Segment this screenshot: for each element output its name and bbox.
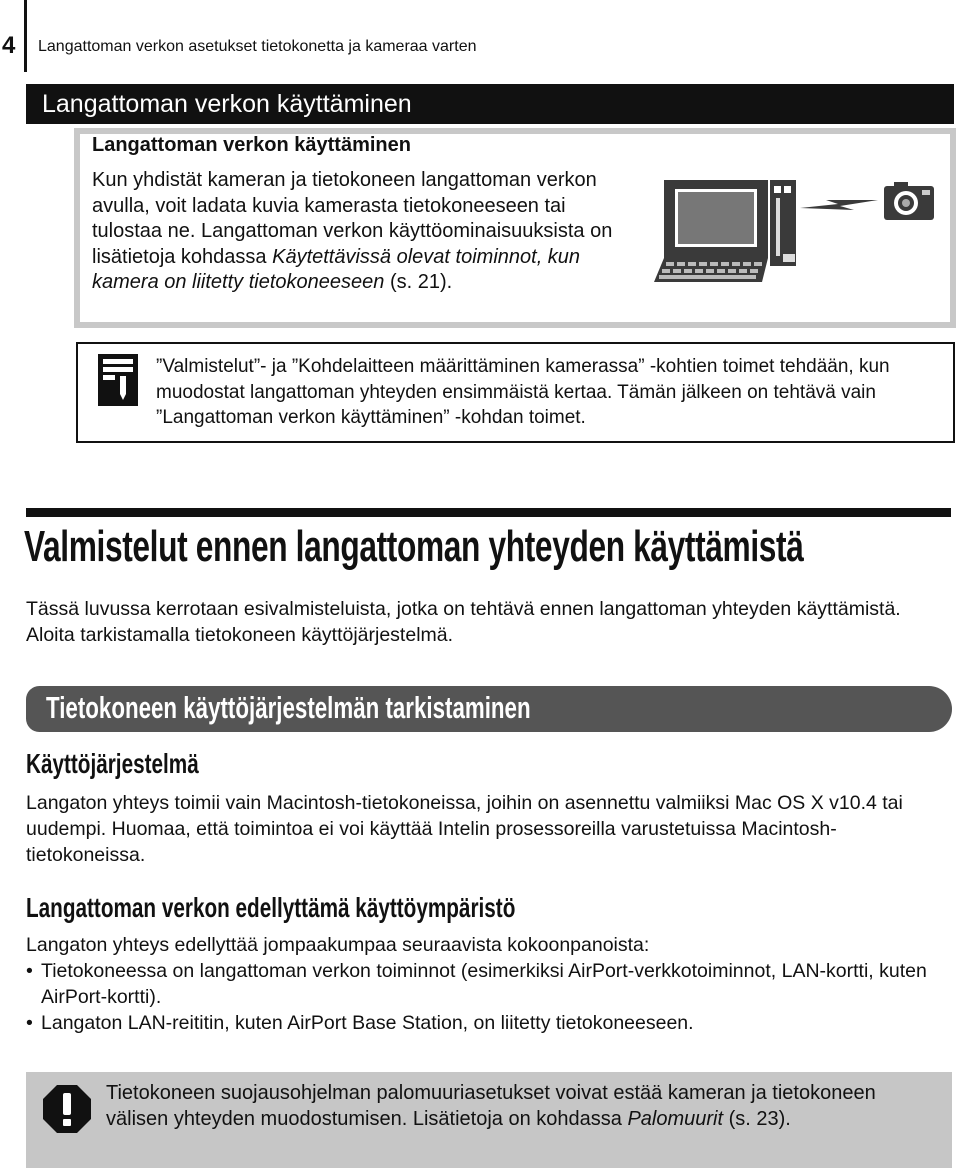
os-text: Langaton yhteys toimii vain Macintosh-tietokoneissa, joihin on asennettu valmiiksi Mac OS X v10.4 tai uudempi. Huomaa, että toimintoa ei voi käyttää Intelin prosessoreilla varustetuissa Macintosh-tietokoneissa. bbox=[26, 792, 903, 866]
laptop-icon bbox=[654, 180, 796, 282]
section-title-bar: Langattoman verkon käyttäminen bbox=[26, 84, 954, 124]
warning-text: Tietokoneen suojausohjelman palomuuriasetukset voivat estää kameran ja tietokoneen välisen yhteyden muodostumisen. Lisätietoja on kohdassa Palomuurit (s. 23). bbox=[106, 1082, 876, 1130]
wireless-signal-icon bbox=[800, 200, 878, 210]
main-heading: Valmistelut ennen langattoman yhteyden käyttämistä bbox=[24, 522, 804, 571]
running-head: Langattoman verkon asetukset tietokonetta ja kameraa varten bbox=[38, 38, 477, 55]
note-text: ”Valmistelut”- ja ”Kohdelaitteen määrittäminen kamerassa” -kohtien toimet tehdään, kun muodostat langattoman yhteyden ensimmäistä kertaa. Tämän jälkeen on tehtävä vain ”Langattoman verkon käyttäminen” -kohdan toimet. bbox=[156, 356, 890, 428]
memo-icon bbox=[96, 350, 140, 408]
intro-reference: Käytettävissä olevat toiminnot, kun kamera on liitetty tietokoneeseen bbox=[92, 245, 581, 293]
page-number: 4 bbox=[2, 32, 16, 59]
intro-text: Kun yhdistät kameran ja tietokoneen langattoman verkon avulla, voit ladata kuvia kamerasta tietokoneeseen tai tulostaa ne. Langattoman verkon käyttöominaisuuksista on lisätietoja kohdassa Käytettävissä olevat toiminnot, kun kamera on liitetty tietokoneeseen (s. 21). bbox=[92, 169, 613, 293]
requirements-list bbox=[26, 958, 942, 1036]
subsection-title: Tietokoneen käyttöjärjestelmän tarkistaminen bbox=[46, 690, 531, 725]
main-intro-text: Tässä luvussa kerrotaan esivalmisteluista, jotka on tehtävä ennen langattoman yhteyden käyttämistä. Aloita tarkistamalla tietokoneen käyttöjärjestelmä. bbox=[26, 598, 901, 646]
heading-rule bbox=[26, 508, 951, 517]
warning-reference: Palomuurit bbox=[627, 1108, 724, 1130]
list-item: • Tietokoneessa on langattoman verkon toiminnot (esimerkiksi AirPort-verkkotoiminnot, LAN-kortti, kuten AirPort-kortti). bbox=[26, 960, 927, 1008]
os-subheading: Käyttöjärjestelmä bbox=[26, 748, 199, 779]
list-item: • Langaton LAN-reititin, kuten AirPort Base Station, on liitetty tietokoneeseen. bbox=[26, 1012, 694, 1034]
env-intro-text: Langaton yhteys edellyttää jompaakumpaa seuraavista kokoonpanoista: bbox=[26, 934, 650, 956]
header-rule bbox=[24, 0, 27, 72]
computer-camera-illustration bbox=[650, 170, 940, 290]
intro-title: Langattoman verkon käyttäminen bbox=[92, 134, 411, 156]
camera-icon bbox=[884, 182, 934, 220]
exclamation-icon bbox=[42, 1084, 92, 1134]
env-subheading: Langattoman verkon edellyttämä käyttöympäristö bbox=[26, 892, 516, 923]
